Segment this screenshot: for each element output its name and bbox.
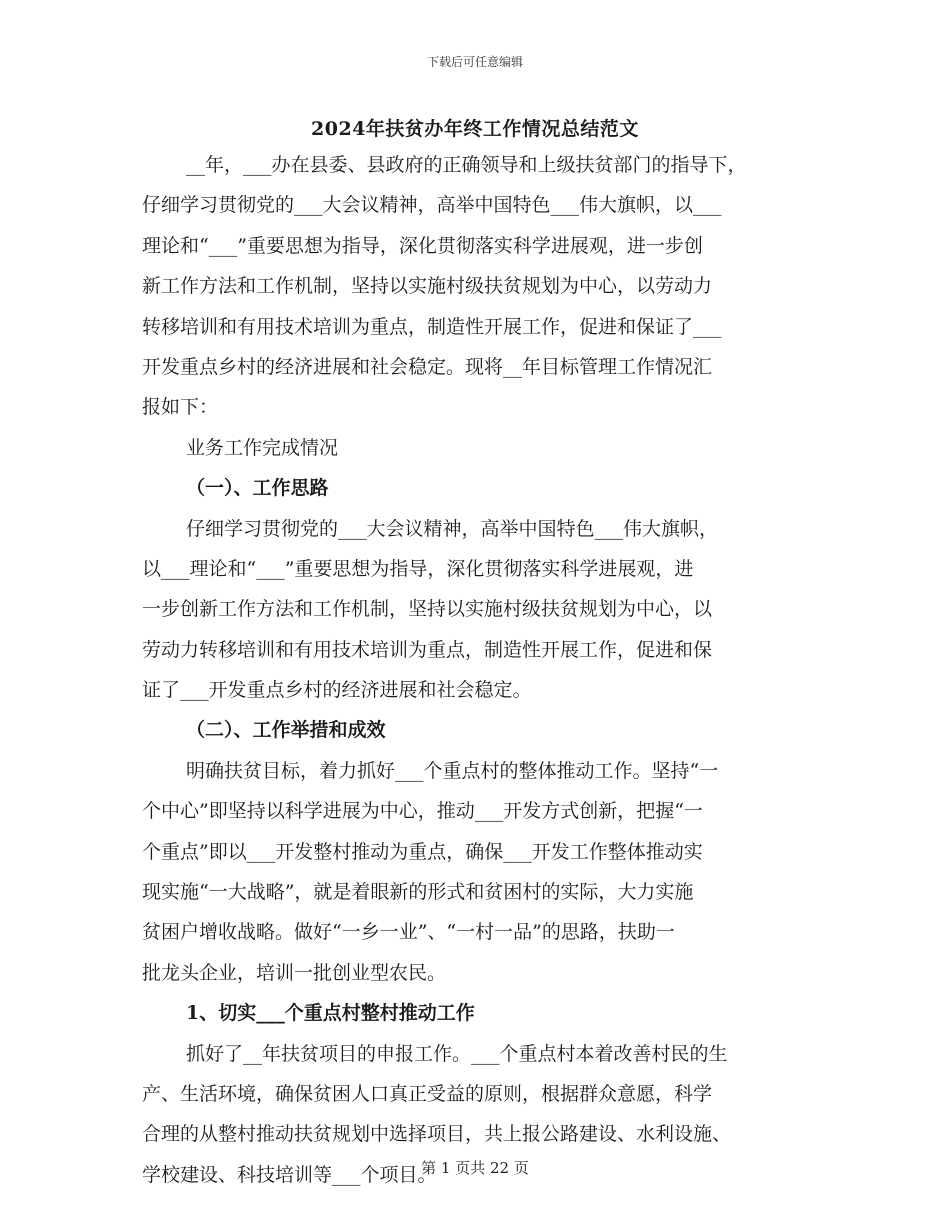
paragraph-line: 以___理论和“___”重要思想为指导，深化贯彻落实科学进展观，进 [142, 557, 694, 580]
paragraph-line: 学校建设、科技培训等___个项目。 [142, 1163, 437, 1186]
paragraph-line: 现实施“一大战略”，就是着眼新的形式和贫困村的实际，大力实施 [142, 881, 694, 904]
section-heading: 1、切实___个重点村整村推动工作 [186, 1002, 475, 1025]
paragraph-line: 新工作方法和工作机制，坚持以实施村级扶贫规划为中心，以劳动力 [142, 275, 713, 298]
paragraph-line: 产、生活环境，确保贫困人口真正受益的原则，根据群众意愿，科学 [142, 1082, 713, 1105]
paragraph-line: 贫困户增收战略。做好“一乡一业”、“一村一品”的思路，扶助一 [142, 921, 675, 944]
paragraph-line: 证了___开发重点乡村的经济进展和社会稳定。 [142, 679, 532, 702]
paragraph-line: 个中心”即坚持以科学进展为中心，推动___开发方式创新，把握“一 [142, 800, 703, 823]
section-heading: （二）、工作举措和成效 [186, 719, 386, 742]
paragraph-line: 报如下： [142, 396, 219, 419]
paragraph-line: 转移培训和有用技术培训为重点，制造性开展工作，促进和保证了___ [142, 315, 722, 338]
section-heading: （一）、工作思路 [186, 477, 329, 500]
paragraph-line: __年，___办在县委、县政府的正确领导和上级扶贫部门的指导下， [186, 154, 747, 176]
paragraph-line: 抓好了__年扶贫项目的申报工作。___个重点村本着改善村民的生 [186, 1042, 728, 1065]
paragraph-line: 合理的从整村推动扶贫规划中选择项目，共上报公路建设、水利设施、 [142, 1123, 732, 1146]
paragraph-line: 理论和“___”重要思想为指导，深化贯彻落实科学进展观，进一步创 [142, 234, 703, 257]
page-footer: 第 1 页共 22 页 [421, 1159, 529, 1177]
paragraph-line: 明确扶贫目标，着力抓好___个重点村的整体推动工作。坚持“一 [186, 759, 719, 782]
paragraph-line: 个重点”即以___开发整村推动为重点，确保___开发工作整体推动实 [142, 840, 703, 863]
paragraph-line: 批龙头企业，培训一批创业型农民。 [142, 961, 447, 984]
document-body [142, 145, 810, 1195]
paragraph-line: 一步创新工作方法和工作机制，坚持以实施村级扶贫规划为中心，以 [142, 598, 713, 621]
paragraph-line: 仔细学习贯彻党的___大会议精神，高举中国特色___伟大旗帜，以___ [142, 194, 722, 217]
page-header-note: 下载后可任意编辑 [426, 55, 523, 69]
paragraph-line: 业务工作完成情况 [186, 436, 339, 459]
paragraph-line: 劳动力转移培训和有用技术培训为重点，制造性开展工作，促进和保 [142, 638, 713, 661]
paragraph-line: 开发重点乡村的经济进展和社会稳定。现将__年目标管理工作情况汇 [142, 355, 713, 378]
paragraph-line: 仔细学习贯彻党的___大会议精神，高举中国特色___伟大旗帜， [186, 517, 719, 540]
document-title: 2024年扶贫办年终工作情况总结范文 [311, 118, 639, 140]
